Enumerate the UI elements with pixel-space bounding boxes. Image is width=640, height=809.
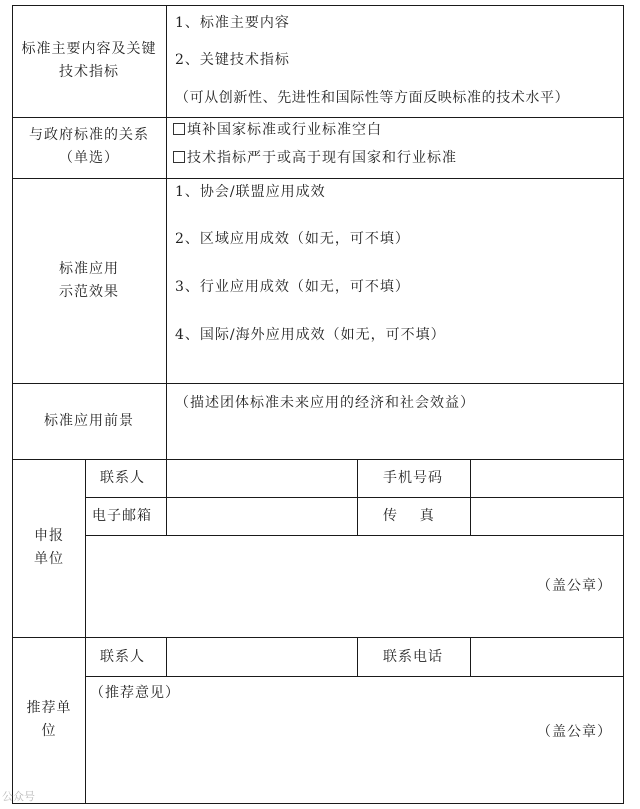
effect-item-4: 4、国际/海外应用成效（如无，可不填） <box>175 327 446 343</box>
row-divider <box>12 117 624 118</box>
table-border-right <box>623 5 624 804</box>
recommender-opinion-label: （推荐意见） <box>90 685 180 701</box>
recommender-contact-label: 联系人 <box>100 649 145 665</box>
relation-option-1[interactable] <box>173 120 382 140</box>
checkbox-icon[interactable] <box>173 123 185 135</box>
checkbox-icon[interactable] <box>173 151 185 163</box>
applicant-email-label: 电子邮箱 <box>92 508 152 524</box>
row-divider <box>12 383 624 384</box>
effect-item-2: 2、区域应用成效（如无，可不填） <box>175 231 410 247</box>
applicant-contact-field[interactable] <box>169 462 355 495</box>
relation-label <box>16 124 162 170</box>
table-border-top <box>12 5 624 6</box>
applicant-email-field[interactable] <box>169 500 355 533</box>
applicant-label-line2: 单位 <box>34 551 64 567</box>
relation-label-line2: （单选） <box>59 150 119 166</box>
recommender-opinion-area[interactable] <box>88 704 621 800</box>
prospect-label: 标准应用前景 <box>44 413 134 429</box>
relation-option-2-text: 技术指标严于或高于现有国家和行业标准 <box>187 150 457 166</box>
column-divider <box>357 637 358 677</box>
row-divider <box>12 178 624 179</box>
recommender-phone-field[interactable] <box>473 640 621 674</box>
main-content-item-1: 1、标准主要内容 <box>175 15 290 31</box>
applicant-label <box>14 525 84 571</box>
relation-label-line1: 与政府标准的关系 <box>29 127 149 143</box>
key-indicator-item-2: 2、关键技术指标 <box>175 52 290 68</box>
applicant-seal-text: （盖公章） <box>537 578 612 594</box>
applicant-label-line1: 申报 <box>34 528 64 544</box>
main-content-label: 标准主要内容及关键技术指标 <box>21 41 157 80</box>
table-border-left <box>12 5 13 804</box>
relation-option-1-text: 填补国家标准或行业标准空白 <box>187 122 382 138</box>
recommender-label-line2: 位 <box>41 723 57 739</box>
effect-item-1: 1、协会/联盟应用成效 <box>175 184 326 200</box>
main-content-note: （可从创新性、先进性和国际性等方面反映标准的技术水平） <box>175 90 570 106</box>
applicant-fax-label: 传 真 <box>383 508 435 524</box>
row-divider <box>12 459 624 460</box>
column-divider <box>166 5 167 460</box>
recommender-label <box>14 697 84 743</box>
watermark-logo: 公众号 <box>2 790 35 803</box>
applicant-contact-label: 联系人 <box>100 470 145 486</box>
effect-label-line2: 示范效果 <box>59 284 119 300</box>
column-divider <box>470 459 471 536</box>
recommender-contact-field[interactable] <box>169 640 355 674</box>
effect-label <box>16 258 162 304</box>
recommender-seal-text: （盖公章） <box>537 724 612 740</box>
table-border-bottom <box>12 803 624 804</box>
column-divider <box>166 459 167 536</box>
applicant-mobile-label: 手机号码 <box>383 470 443 486</box>
relation-option-2[interactable] <box>173 148 457 168</box>
column-divider <box>166 637 167 677</box>
applicant-fax-field[interactable] <box>473 500 621 533</box>
column-divider <box>85 459 86 804</box>
effect-label-line1: 标准应用 <box>59 261 119 277</box>
column-divider <box>470 637 471 677</box>
column-divider <box>357 459 358 536</box>
recommender-label-line1: 推荐单 <box>26 700 72 716</box>
row-divider <box>12 637 624 638</box>
applicant-mobile-field[interactable] <box>473 462 621 495</box>
prospect-note: （描述团体标准未来应用的经济和社会效益） <box>175 395 475 411</box>
recommender-phone-label: 联系电话 <box>383 649 443 665</box>
effect-item-3: 3、行业应用成效（如无，可不填） <box>175 279 410 295</box>
